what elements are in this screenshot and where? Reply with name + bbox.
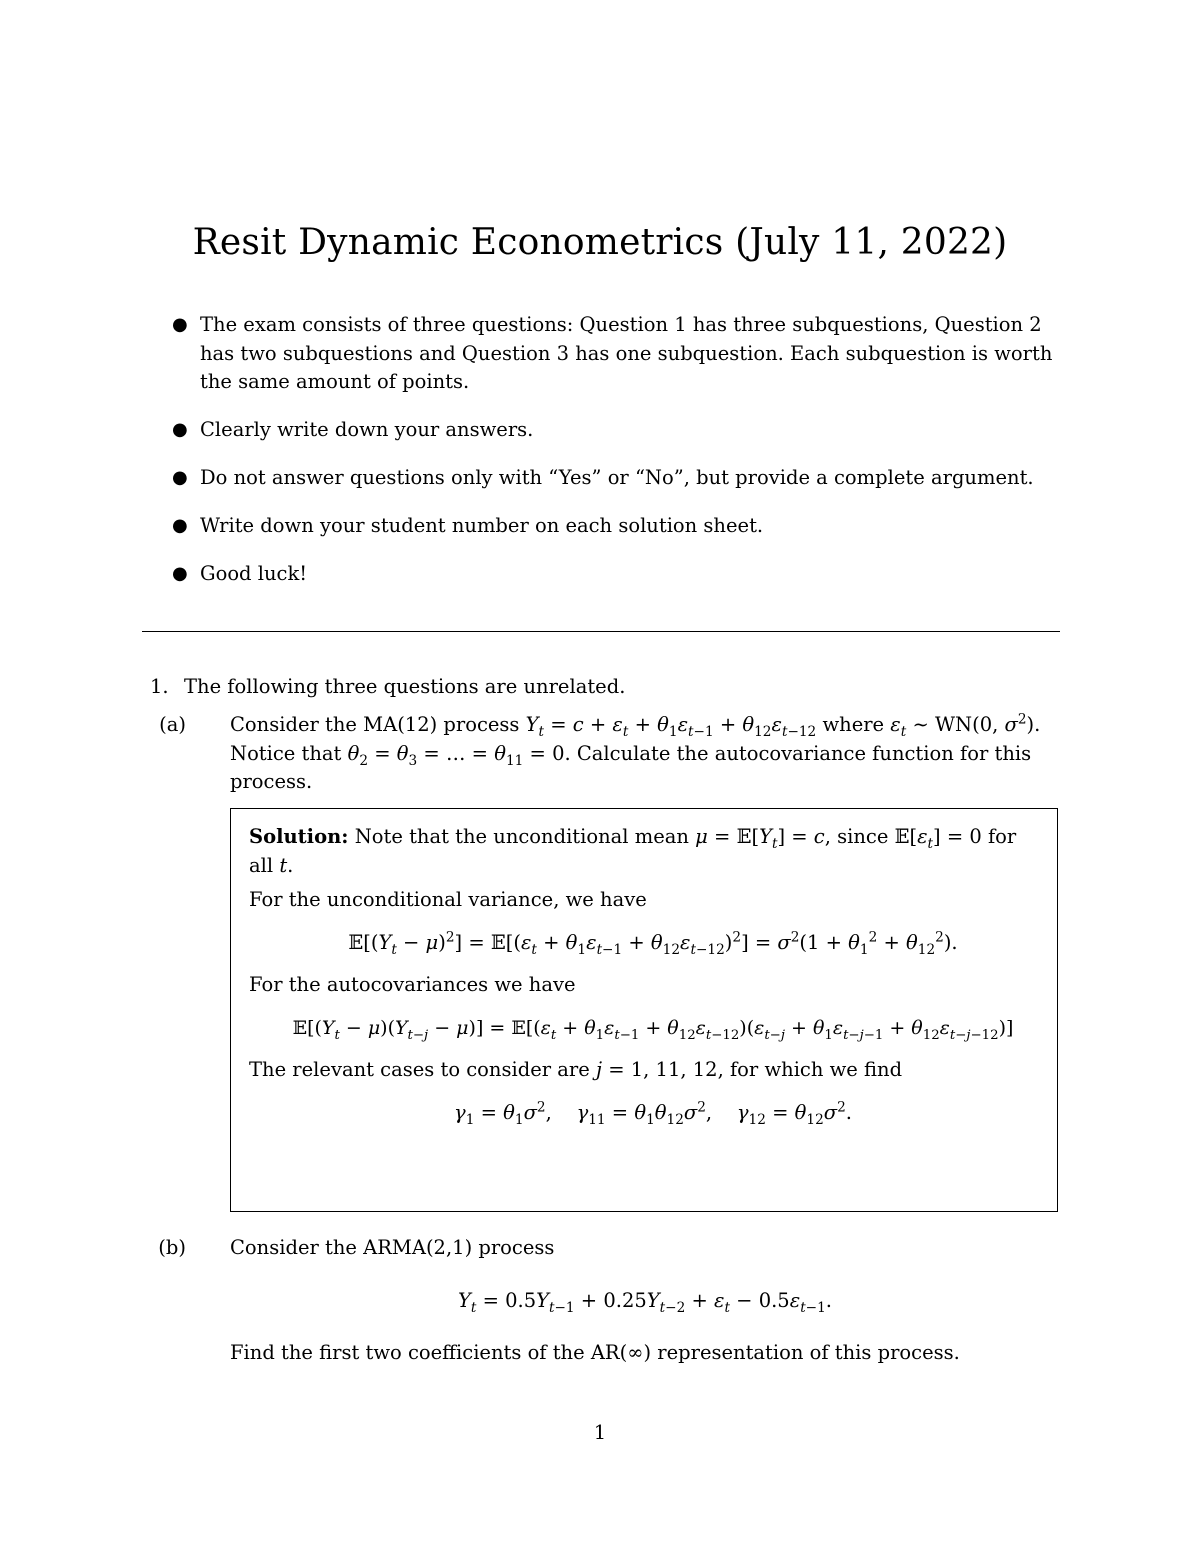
subquestion-label: (a) xyxy=(159,713,186,736)
rule-item xyxy=(172,311,1062,397)
subquestion-b-text: Consider the ARMA(2,1) process $Y_t = 0.5Y_{t-1} + 0.25Y_{t-2} + \varepsilon_t - 0.5\varepsilon_{t-1}$. Find the first two coefficients of the AR(∞) representation of this process. xyxy=(230,1234,1060,1368)
question-1 xyxy=(150,673,1062,793)
variance-equation: $𝔼[(Y_t - \mu)^2]$ = $𝔼[(\varepsilon_t + \theta_1\varepsilon_{t-1} + \theta_{12}\varepsilon_{t-12})^2] = \sigma^2(1 + \theta_1^2 + \theta_{12}^2)$. xyxy=(348,929,958,958)
bullet-icon: ● xyxy=(172,467,188,488)
subquestion-a-text: Consider the MA(12) process $Y_t = c + \varepsilon_t + \theta_1\varepsilon_{t-1} + \theta_{12}\varepsilon_{t-12}$ where $\varepsilon_t$ ∼ WN(0, $\sigma^2$). Notice that $\theta_2 = \theta_3$ = … = $\theta_{11} = 0$. Calculate the autocovariance function for this process. xyxy=(230,711,1041,793)
rule-item xyxy=(172,464,1062,493)
subquestion-a xyxy=(150,711,1062,797)
rule-text: Clearly write down your answers. xyxy=(200,418,534,441)
subquestion-label: (b) xyxy=(158,1236,186,1259)
rule-item xyxy=(172,416,1062,445)
error-mean-equation: $𝔼[\varepsilon_t] = 0$ xyxy=(894,825,982,852)
theta-zero-equation: $\theta_2 = \theta_3$ = … = $\theta_{11} = 0$ xyxy=(347,741,565,769)
question-intro: The following three questions are unrelated. xyxy=(184,675,626,698)
gamma-results: $\gamma_1 = \theta_1\sigma^2$, $\gamma_{11} = \theta_1\theta_{12}\sigma^2$, $\gamma_{12} = \theta_{12}\sigma^2$. xyxy=(454,1099,852,1128)
autocovariance-equation: $𝔼[(Y_t - \mu)(Y_{t-j} - \mu)]$ = $𝔼[(\varepsilon_t + \theta_1\varepsilon_{t-1} + \theta_{12}\varepsilon_{t-12})(\varepsilon_{t-j} + \theta_1\varepsilon_{t-j-1} + \theta_{12}\varepsilon_{t-j-12})]$ xyxy=(292,1016,1014,1043)
rule-text: Good luck! xyxy=(200,562,308,585)
exam-rules-list xyxy=(172,311,1062,608)
bullet-icon: ● xyxy=(172,314,188,335)
solution-box: Solution: Note that the unconditional mean $\mu = 𝔼[Y_t] = c$, since $𝔼[\varepsilon_t] = 0$ for all t. For the unconditional variance, we have $𝔼[(Y_t - \mu)^2]$ = $𝔼[(\varepsilon_t + \theta_1\varepsilon_{t-1} + \theta_{12}\varepsilon_{t-12})^2] = \sigma^2(1 + \theta_1^2 + \theta_{12}^2)$. For the autocovariances we have $𝔼[(Y_t - \mu)(Y_{t-j} - \mu)]$ = $𝔼[(\varepsilon_t + \theta_1\varepsilon_{t-1} + \theta_{12}\varepsilon_{t-12})(\varepsilon_{t-j} + \theta_1\varepsilon_{t-j-1} + \theta_{12}\varepsilon_{t-j-12})]$ The relevant cases to consider are j = 1, 11, 12, for which we find $\gamma_1 = \theta_1\sigma^2$, $\gamma_{11} = \theta_1\theta_{12}\sigma^2$, $\gamma_{12} = \theta_{12}\sigma^2$. xyxy=(230,808,1058,1212)
question-number: 1. xyxy=(150,675,169,698)
noise-spec: $\varepsilon_t$ ∼ WN(0, $\sigma^2$). xyxy=(890,711,1041,740)
subquestion-b xyxy=(150,1234,1062,1368)
bullet-icon: ● xyxy=(172,515,188,536)
rule-item xyxy=(172,560,1062,589)
mean-equation: $\mu = 𝔼[Y_t] = c$ xyxy=(695,825,825,852)
ma-process-equation: $Y_t = c + \varepsilon_t + \theta_1\varepsilon_{t-1} + \theta_{12}\varepsilon_{t-12}$ xyxy=(525,713,817,740)
exam-title: Resit Dynamic Econometrics (July 11, 2022) xyxy=(192,222,1008,263)
rule-text: The exam consists of three questions: Question 1 has three subquestions, Question 2 has two subquestions and Question 3 has one subquestion. Each subquestion is worth the same amount of points. xyxy=(200,313,1053,393)
section-divider xyxy=(142,631,1060,632)
solution-label: Solution: xyxy=(249,825,349,848)
bullet-icon: ● xyxy=(172,563,188,584)
rule-item xyxy=(172,512,1062,541)
bullet-icon: ● xyxy=(172,419,188,440)
arma-equation: $Y_t = 0.5Y_{t-1} + 0.25Y_{t-2} + \varepsilon_t - 0.5\varepsilon_{t-1}$. xyxy=(458,1288,832,1316)
rule-text: Write down your student number on each solution sheet. xyxy=(200,514,764,537)
rule-text: Do not answer questions only with “Yes” or “No”, but provide a complete argument. xyxy=(200,466,1034,489)
page-number: 1 xyxy=(593,1421,607,1444)
